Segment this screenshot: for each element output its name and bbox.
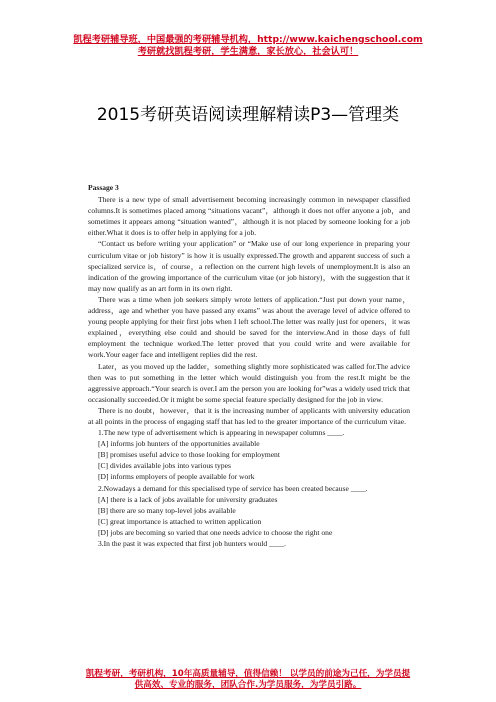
question-stem: 1.The new type of advertisement which is appearing in newspaper columns ____. [98,428,345,438]
question-option: [C] great importance is attached to written application [98,516,262,526]
document-title: 2015考研英语阅读理解精读P3—管理类 [96,105,400,125]
footer-slogan-line2: 供高效、专业的服务，团队合作.为学员服务，为学员引路。 [134,680,362,690]
question-stem: 2.Nowadays a demand for this specialised type of service has been created because ____. [98,483,368,493]
question-option: [A] there is a lack of jobs available for university graduates [98,494,278,504]
question-option: [C] divides available jobs into various types [98,461,231,471]
question-option: [B] promises useful advice to those looking for employment [98,450,280,460]
question-stem: 3.In the past it was expected that first job hunters would ____. [98,539,287,548]
question-option: [D] informs employers of people available for work [98,472,255,482]
header-banner [0,34,496,58]
header-slogan-link[interactable]: 凯程考研辅导班，中国最强的考研辅导机构，http://www.kaichengschool.com [73,34,423,45]
passage-paragraph: There is no doubt，however，that it is the increasing number of applicants with university education at all points in the process of engaging staff that has led to the greater importance of the curriculum vitae. [88,405,410,426]
passage-paragraph: Later，as you moved up the ladder，something slightly more sophisticated was called for.The advice then was to put something in the letter which would distinguish you from the rest.It might be the aggressive approach.“Your search is over.I am the person you are looking for”was a widely used trick that occasionally succeeded.Or it might be some special feature specially designed for the job in view. [88,361,410,404]
footer-slogan-line1: 凯程考研，考研机构，10年高质量辅导，值得信赖！ 以学员的前途为己任，为学员提 [85,669,411,679]
passage-label: Passage 3 [88,183,119,192]
header-slogan: 考研就找凯程考研，学生满意，家长放心，社会认可！ [137,46,359,57]
question-option: [B] there are so many top-level jobs available [98,505,236,515]
passage-paragraph: “Contact us before writing your application” or “Make use of our long experience in preparing your curriculum vitae or job history” is how it is usually expressed.The growth and apparent success of such a specialized service is，of course，a reflection on the current high levels of unemployment.It is also an indication of the growing importance of the curriculum vitae (or job history)，with the suggestion that it may now qualify as an art form in its own right. [88,239,410,293]
passage-body [88,182,410,549]
passage-paragraph: There is a new type of small advertisement becoming increasingly common in newspaper classified columns.It is sometimes placed among “situations vacant”，although it does not offer anyone a job，and sometimes it appears among “situation wanted”，although it is not placed by someone looking for a job either.What it does is to offer help in applying for a job. [88,195,410,238]
question-option: [A] informs job hunters of the opportunities available [98,439,260,449]
footer-banner [0,669,496,691]
question-option: [D] jobs are becoming so varied that one needs advice to choose the right one [98,527,333,537]
passage-paragraph: There was a time when job seekers simply wrote letters of application.“Just put down your name，address，age and whether you have passed any exams” was about the average level of advice offered to young people applying for their first jobs when I left school.The letter was really just for openers，it was explained，everything else could and should be saved for the interview.And in those days of full employment the technique worked.The letter proved that you could write and were available for work.Your eager face and intelligent replies did the rest. [88,294,410,360]
